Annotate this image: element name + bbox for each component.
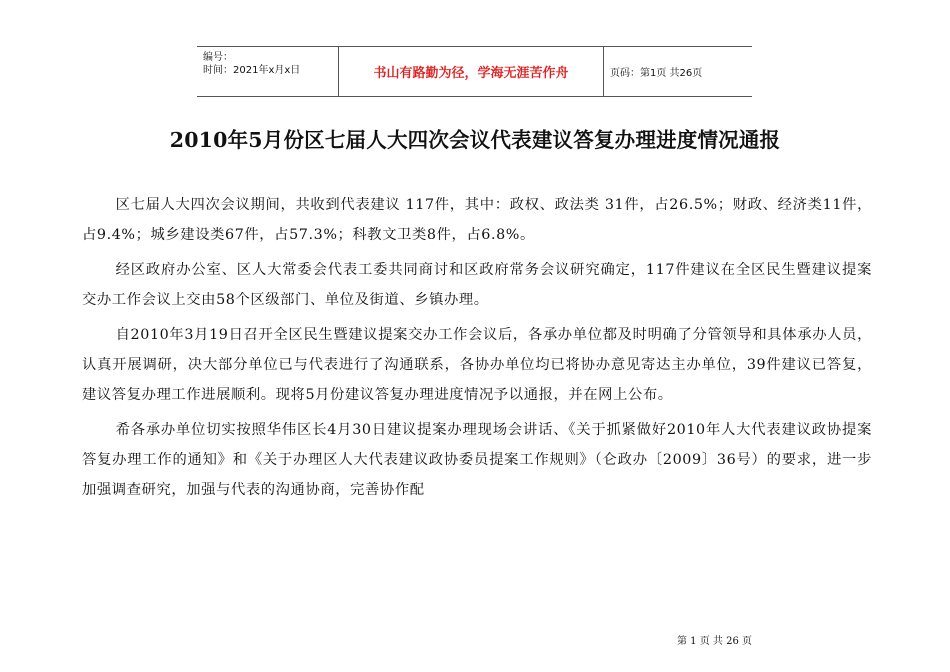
page-header xyxy=(197,46,752,97)
document-title: 2010年5月份区七届人大四次会议代表建议答复办理进度情况通报 xyxy=(169,128,781,152)
header-motto: 书山有路勤为径，学海无涯苦作舟 xyxy=(339,47,604,96)
paragraph: 经区政府办公室、区人大常委会代表工委共同商讨和区政府常务会议研究确定，117件建议在全区民生暨建议提案交办工作会议上交由58个区级部门、单位及街道、乡镇办理。 xyxy=(82,262,872,308)
document-number-label: 编号： xyxy=(203,52,233,63)
paragraph: 希各承办单位切实按照华伟区长4月30日建议提案办理现场会讲话、《关于抓紧做好2010年人大代表建议政协提案答复办理工作的通知》和《关于办理区人大代表建议政协委员提案工作规则》（仑政办〔2009〕36号）的要求，进一步加强调查研究，加强与代表的沟通协商，完善协作配 xyxy=(82,422,872,498)
page-footer: 第 1 页 共 26 页 xyxy=(677,636,752,647)
document-body xyxy=(82,190,872,510)
header-meta xyxy=(197,47,339,96)
paragraph: 自2010年3月19日召开全区民生暨建议提案交办工作会议后，各承办单位都及时明确了分管领导和具体承办人员，认真开展调研，决大部分单位已与代表进行了沟通联系，各协办单位均已将协办意见寄达主办单位，39件建议已答复，建议答复办理工作进展顺利。现将5月份建议答复办理进度情况予以通报，并在网上公布。 xyxy=(82,327,872,403)
paragraph: 区七届人大四次会议期间，共收到代表建议 117件，其中：政权、政法类 31件，占26.5%；财政、经济类11件，占9.4%；城乡建设类67件，占57.3%；科教文卫类8件，占6.8%。 xyxy=(82,197,872,243)
header-page-info: 页码：第1页 共26页 xyxy=(610,68,703,79)
document-time-label: 时间：2021年x月x日 xyxy=(203,65,301,76)
